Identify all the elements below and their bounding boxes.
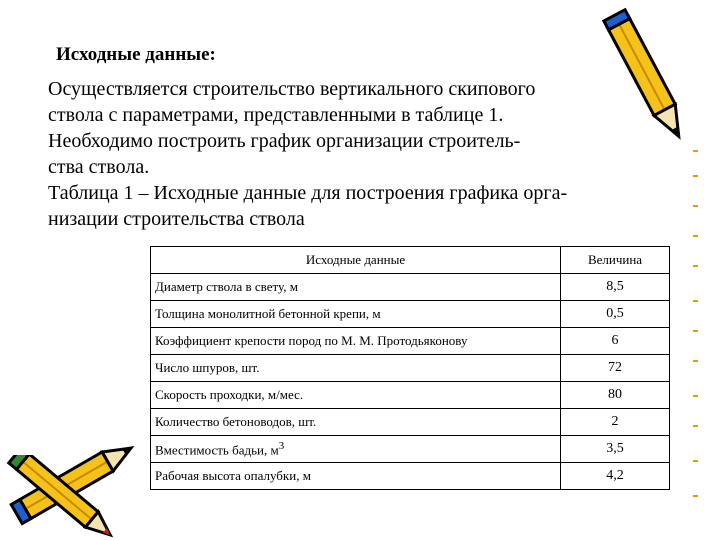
- unit-superscript: 3: [278, 439, 285, 452]
- value-cell: 0,5: [561, 301, 670, 328]
- column-header-param: Исходные данные: [151, 247, 561, 274]
- paragraph-line: Необходимо построить график организации строитель-: [48, 130, 521, 152]
- param-text: Вместимость бадьи, м: [155, 442, 279, 458]
- param-cell: Коэффициент крепости пород по М. М. Протодьяконову: [151, 328, 561, 355]
- param-cell: Рабочая высота опалубки, м: [151, 463, 561, 490]
- table-row: [151, 382, 670, 409]
- table-row: [151, 355, 670, 382]
- column-header-value: Величина: [561, 247, 670, 274]
- param-cell: [151, 436, 561, 463]
- table-row: [151, 274, 670, 301]
- table-header-row: [151, 247, 670, 274]
- table-row: [151, 301, 670, 328]
- param-cell: Количество бетоноводов, шт.: [151, 409, 561, 436]
- paragraph-line: Таблица 1 – Исходные данные для построения графика орга-: [48, 182, 568, 204]
- param-cell: Скорость проходки, м/мес.: [151, 382, 561, 409]
- value-cell: 8,5: [561, 274, 670, 301]
- pencil-icon: [0, 455, 130, 540]
- paragraph-line: ства ствола.: [48, 156, 150, 178]
- value-cell: 4,2: [561, 463, 670, 490]
- param-cell: Число шпуров, шт.: [151, 355, 561, 382]
- data-table: [150, 246, 670, 490]
- paragraph-line: ствола с параметрами, представленными в таблице 1.: [48, 104, 504, 126]
- paragraph-line: Осуществляется строительство вертикального скипового: [48, 78, 536, 100]
- value-cell: 72: [561, 355, 670, 382]
- param-cell: Толщина монолитной бетонной крепи, м: [151, 301, 561, 328]
- param-cell: Диаметр ствола в свету, м: [151, 274, 561, 301]
- value-cell: 3,5: [561, 436, 670, 463]
- table-row: [151, 409, 670, 436]
- table-row: [151, 436, 670, 463]
- value-cell: 2: [561, 409, 670, 436]
- paragraph-line: низации строительства ствола: [48, 208, 305, 230]
- table-row: [151, 463, 670, 490]
- pencil-icon: [590, 0, 700, 150]
- value-cell: 6: [561, 328, 670, 355]
- table-row: [151, 328, 670, 355]
- heading: Исходные данные:: [56, 44, 216, 65]
- value-cell: 80: [561, 382, 670, 409]
